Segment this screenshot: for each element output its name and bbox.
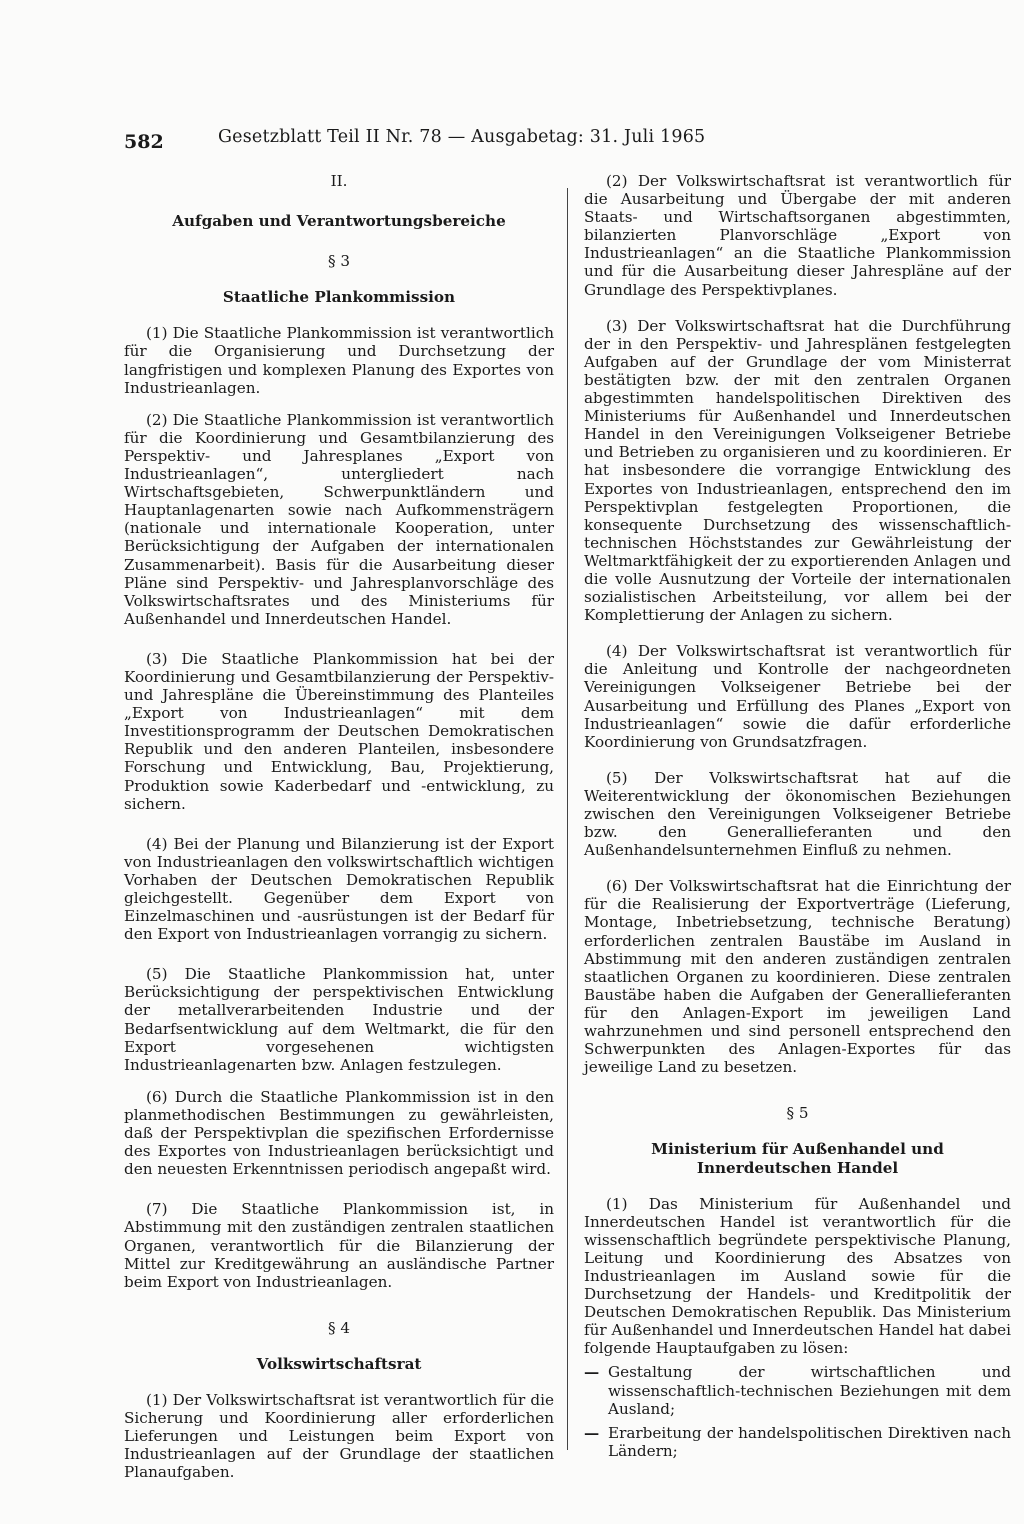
section-title: Aufgaben und Verantwortungsbereiche (172, 212, 506, 231)
clause-3-2: (2) Die Staatliche Plankommission ist verantwortlich für die Koordinierung und Gesamtbilanzierung des Perspektiv- und Jahresplanes „Export von Industrieanlagen“, untergliedert nach Wirtschaftsgebieten, Schwerpunktländern und Hauptanlagenarten sowie nach Aufkommensträgern (nationale und internationale Kooperation, unter Berücksichtigung der Aufgaben der internationalen Zusammenarbeit). Basis für die Ausarbeitung dieser Pläne sind Perspektiv- und Jahresplanvorschläge des Volkswirtschaftsrates und des Ministeriums für Außenhandel und Innerdeutschen Handel. (124, 410, 554, 628)
column-divider (567, 188, 568, 1450)
clause-4-1: (1) Der Volkswirtschaftsrat ist verantwortlich für die Sicherung und Koordinierung aller erforderlichen Lieferungen und Leistungen beim Export von Industrieanlagen auf der Grundlage der staatlichen Planaufgaben. (124, 1390, 554, 1482)
section-number: II. (330, 172, 348, 190)
clause-4-5: (5) Der Volkswirtschaftsrat hat auf die Weiterentwicklung der ökonomischen Beziehungen zwischen den Vereinigungen Volkseigener Betriebe bzw. den Generallieferanten und den Außenhandelsunternehmen Einfluß zu nehmen. (584, 768, 1011, 860)
dash-bullet: — (584, 1363, 600, 1382)
list-item (584, 1424, 1011, 1460)
left-column (124, 172, 554, 1481)
clause-3-3: (3) Die Staatliche Plankommission hat bei der Koordinierung und Gesamtbilanzierung der Perspektiv- und Jahrespläne die Übereinstimmung des Planteiles „Export von Industrieanlagen“ mit dem Investitionsprogramm der Deutschen Demokratischen Republik und den anderen Planteilen, insbesondere Forschung und Entwicklung, Bau, Projektierung, Produktion sowie Kaderbedarf und -entwicklung, zu sichern. (124, 649, 554, 813)
paragraph-3-title: Staatliche Plankommission (222, 288, 456, 307)
list-item-text: Erarbeitung der handelspolitischen Direktiven nach Ländern; (608, 1423, 1011, 1460)
dash-bullet: — (584, 1423, 600, 1442)
clause-4-3: (3) Der Volkswirtschaftsrat hat die Durchführung der in den Perspektiv- und Jahresplänen festgelegten Aufgaben auf der Grundlage der vom Ministerrat bestätigten bzw. der mit den zentralen Organen abgestimmten handelspolitischen Direktiven des Ministeriums für Außenhandel und Innerdeutschen Handel in den Vereinigungen Volkseigener Betriebe und Betrieben zu organisieren und zu koordinieren. Er hat insbesondere die vorrangige Entwicklung des Exportes von Industrieanlagen, entsprechend den im Perspektivplan festgelegten Proportionen, die konsequente Durchsetzung des wissenschaftlich-technischen Höchststandes zur Gewährleistung der Weltmarktfähigkeit der zu exportierenden Anlagen und die volle Ausnutzung der Vorteile der internationalen sozialistischen Arbeitsteilung, vor allem bei der Komplettierung der Anlagen zu sichern. (584, 316, 1012, 625)
paragraph-5-label: § 5 (786, 1104, 809, 1123)
right-column (584, 172, 1011, 1460)
list-item (584, 1363, 1011, 1417)
page-header-title: Gesetzblatt Teil II Nr. 78 — Ausgabetag: 31. Juli 1965 (218, 127, 706, 147)
clause-3-7: (7) Die Staatliche Plankommission ist, in Abstimmung mit den zuständigen zentralen staatlichen Organen, verantwortlich für die Bilanzierung der Mittel zur Kreditgewährung an ausländische Partner beim Export von Industrieanlagen. (124, 1200, 554, 1291)
paragraph-4-title: Volkswirtschaftsrat (256, 1354, 422, 1373)
page-number: 582 (124, 131, 164, 153)
list-item-text: Gestaltung der wirtschaftlichen und wissenschaftlich-technischen Beziehungen mit dem Ausland; (608, 1363, 1011, 1418)
clause-4-2: (2) Der Volkswirtschaftsrat ist verantwortlich für die Ausarbeitung und Übergabe der mit anderen Staats- und Wirtschaftsorganen abgestimmten, bilanzierten Planvorschläge „Export von Industrieanlagen“ an die Staatliche Plankommission und für die Ausarbeitung dieser Jahrespläne auf der Grundlage des Perspektivplanes. (584, 172, 1011, 299)
paragraph-4-label: § 4 (327, 1318, 351, 1337)
clause-3-6: (6) Durch die Staatliche Plankommission ist in den planmethodischen Bestimmungen zu gewährleisten, daß der Perspektivplan die spezifischen Erfordernisse des Exportes von Industrieanlagen berücksichtigt und den neuesten Erkenntnissen periodisch angepaßt wird. (124, 1087, 554, 1179)
clause-4-6: (6) Der Volkswirtschaftsrat hat die Einrichtung der für die Realisierung der Exportverträge (Lieferung, Montage, Inbetriebsetzung, technische Beratung) erforderlichen zentralen Baustäbe im Ausland in Abstimmung mit den anderen zuständigen zentralen staatlichen Organen zu koordinieren. Diese zentralen Baustäbe haben die Aufgaben der Generallieferanten für den Anlagen-Export im jeweiligen Land wahrzunehmen und sind personell entsprechend den Schwerpunkten des Anlagen-Exportes für das jeweilige Land zu besetzen. (584, 877, 1011, 1077)
clause-3-5: (5) Die Staatliche Plankommission hat, unter Berücksichtigung der perspektivischen Entwicklung der metallverarbeitenden Industrie und der Bedarfsentwicklung auf dem Weltmarkt, die für den Export vorgesehenen wichtigsten Industrieanlagenarten bzw. Anlagen festzulegen. (124, 965, 554, 1074)
clause-3-4: (4) Bei der Planung und Bilanzierung ist der Export von Industrieanlagen den volkswirtschaftlich wichtigen Vorhaben der Deutschen Demokratischen Republik gleichgestellt. Gegenüber dem Export von Einzelmaschinen und -ausrüstungen ist der Bedarf für den Export von Industrieanlagen vorrangig zu sichern. (124, 834, 554, 944)
clause-5-1: (1) Das Ministerium für Außenhandel und Innerdeutschen Handel ist verantwortlich für die wissenschaftlich begründete perspektivische Planung, Leitung und Koordinierung des Absatzes von Industrieanlagen im Ausland sowie für die Durchsetzung der Handels- und Kreditpolitik der Deutschen Demokratischen Republik. Das Ministerium für Außenhandel und Innerdeutschen Handel hat dabei folgende Hauptaufgaben zu lösen: (584, 1194, 1011, 1358)
paragraph-3-label: § 3 (327, 252, 351, 271)
clause-3-1: (1) Die Staatliche Plankommission ist verantwortlich für die Organisierung und Durchsetzung der langfristigen und komplexen Planung des Exportes von Industrieanlagen. (124, 324, 554, 397)
clause-4-4: (4) Der Volkswirtschaftsrat ist verantwortlich für die Anleitung und Kontrolle der nachgeordneten Vereinigungen Volkseigener Betriebe bei der Ausarbeitung und Erfüllung des Planes „Export von Industrieanlagen“ sowie die dafür erforderliche Koordinierung von Grundsatzfragen. (584, 642, 1011, 751)
paragraph-5-title: Ministerium für Außenhandel und Innerdeutschen Handel (651, 1140, 944, 1177)
